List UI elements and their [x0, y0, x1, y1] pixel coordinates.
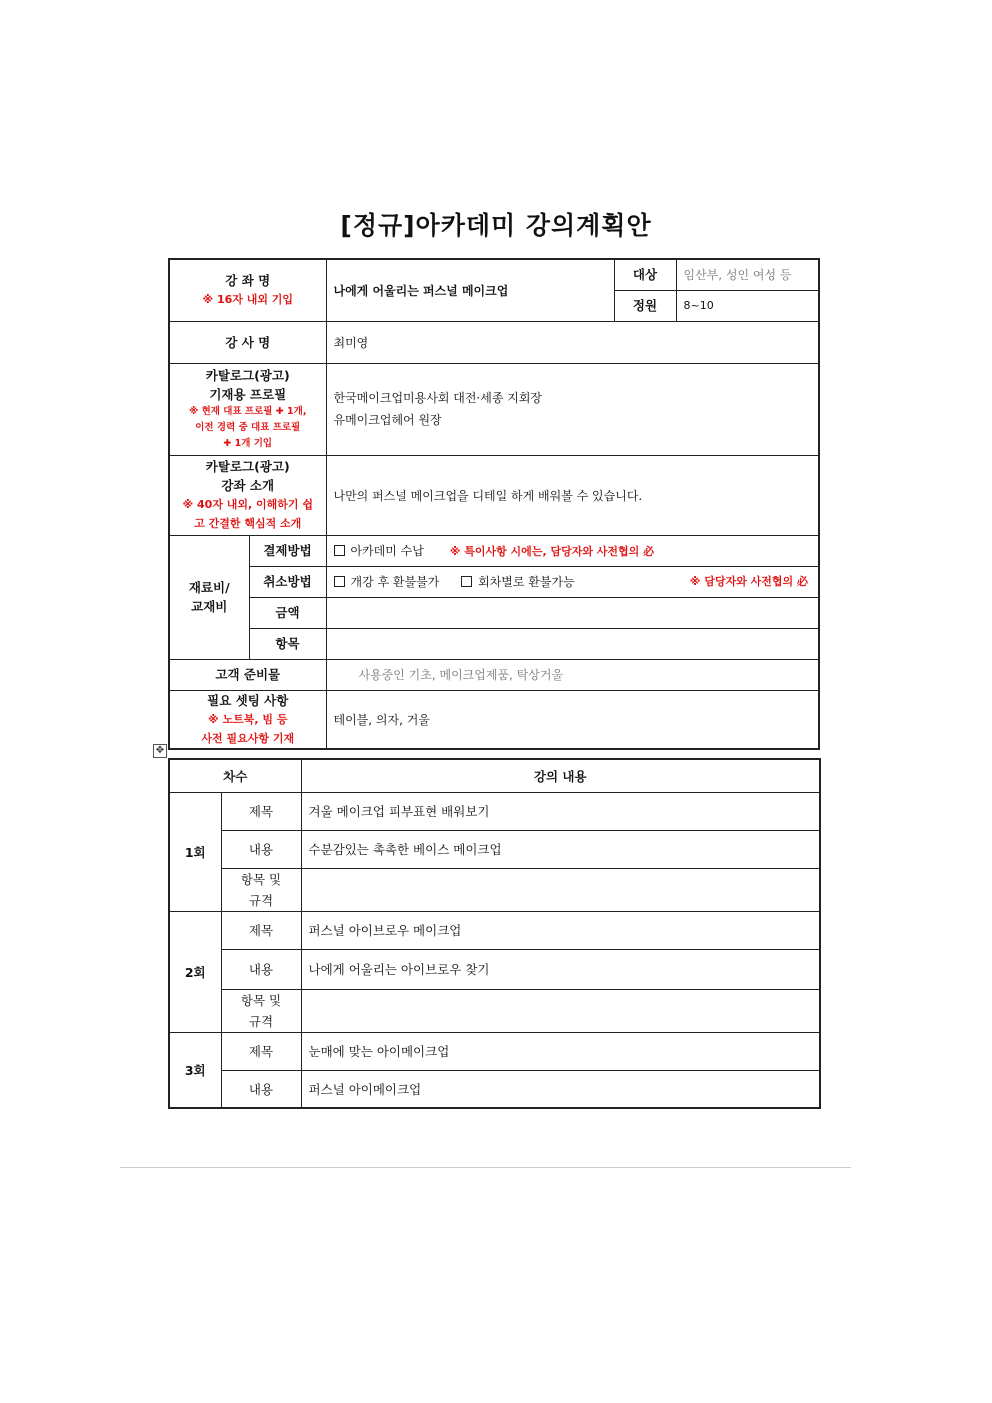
intro-label-line1: 카탈로그(광고) [205, 459, 290, 474]
payment-label: 결제방법 [249, 535, 326, 566]
session-header: 차수 [169, 759, 301, 792]
session-3-title-label: 제목 [221, 1032, 301, 1070]
session-3-content-label: 내용 [221, 1070, 301, 1108]
target-label: 대상 [614, 259, 676, 290]
course-name-value[interactable]: 나에게 어울리는 퍼스널 메이크업 [326, 259, 614, 321]
cancel-option-2: 회차별로 환불가능 [478, 575, 575, 589]
intro-note-line2: 고 간결한 핵심적 소개 [194, 517, 302, 530]
intro-note-line1: ※ 40자 내외, 이해하기 쉽 [182, 498, 313, 511]
fee-item-value[interactable] [326, 628, 819, 659]
session-2-title[interactable]: 퍼스널 아이브로우 메이크업 [301, 911, 820, 949]
session-1-content-label: 내용 [221, 830, 301, 868]
setting-value[interactable]: 테이블, 의자, 거울 [326, 690, 819, 749]
session-3-content[interactable]: 퍼스널 아이메이크업 [301, 1070, 820, 1108]
fee-item-label: 항목 [249, 628, 326, 659]
cancel-option-1: 개강 후 환불불가 [350, 575, 440, 589]
session-1-items-label-line1: 항목 및 [240, 871, 282, 887]
course-name-label-cell [169, 259, 326, 321]
intro-value[interactable]: 나만의 퍼스널 메이크업을 디테일 하게 배워볼 수 있습니다. [326, 455, 819, 535]
profile-label-cell [169, 363, 326, 455]
amount-value[interactable] [326, 597, 819, 628]
profile-note-line3: ✚ 1개 기입 [223, 438, 273, 449]
capacity-label: 정원 [614, 290, 676, 321]
cancel-value [326, 566, 819, 597]
schedule-table [168, 758, 821, 1109]
cancel-checkbox-2[interactable] [461, 576, 472, 587]
fee-group-label [169, 535, 249, 659]
session-1-items-label [221, 868, 301, 911]
fee-group-label-line2: 교재비 [191, 599, 228, 614]
profile-label-line2: 기재용 프로필 [209, 387, 287, 402]
fee-group-label-line1: 재료비/ [188, 580, 230, 595]
content-header: 강의 내용 [301, 759, 820, 792]
session-2-items-label [221, 989, 301, 1032]
setting-label: 필요 셋팅 사항 [207, 692, 289, 708]
course-info-table [168, 258, 820, 750]
intro-label-cell [169, 455, 326, 535]
capacity-value[interactable]: 8~10 [676, 290, 819, 321]
payment-value [326, 535, 819, 566]
session-1-title-label: 제목 [221, 792, 301, 830]
session-2-content-label: 내용 [221, 949, 301, 989]
payment-option: 아카데미 수납 [350, 544, 424, 558]
session-2-items-label-line2: 규격 [248, 1013, 274, 1029]
profile-line2: 유메이크업헤어 원장 [333, 413, 442, 427]
target-value[interactable]: 임산부, 성인 여성 등 [676, 259, 819, 290]
setting-note-line1: ※ 노트북, 빔 등 [208, 712, 288, 726]
session-1-items-label-line2: 규격 [248, 892, 274, 908]
amount-label: 금액 [249, 597, 326, 628]
page-divider [120, 1167, 851, 1168]
setting-note-line2: 사전 필요사항 기재 [201, 731, 295, 745]
cancel-note: ※ 담당자와 사전협의 必 [689, 575, 808, 588]
intro-label-line2: 강좌 소개 [221, 478, 275, 493]
course-name-note: ※ 16자 내외 기입 [202, 293, 294, 307]
setting-label-cell [169, 690, 326, 749]
session-3-name: 3회 [169, 1032, 221, 1108]
course-name-label: 강 좌 명 [225, 273, 271, 289]
session-2-items-label-line1: 항목 및 [240, 992, 282, 1008]
session-2-name: 2회 [169, 911, 221, 1032]
session-2-content[interactable]: 나에게 어울리는 아이브로우 찾기 [301, 949, 820, 989]
session-1-content[interactable]: 수분감있는 촉촉한 베이스 메이크업 [301, 830, 820, 868]
document-title: [정규]아카데미 강의계획안 [340, 211, 652, 240]
instructor-label: 강 사 명 [169, 321, 326, 363]
session-3-title[interactable]: 눈매에 맞는 아이메이크업 [301, 1032, 820, 1070]
cancel-checkbox-1[interactable] [334, 576, 345, 587]
instructor-value[interactable]: 최미영 [326, 321, 819, 363]
session-1-items[interactable] [301, 868, 820, 911]
profile-line1: 한국메이크업미용사회 대전·세종 지회장 [333, 391, 543, 405]
supplies-value[interactable]: 사용중인 기초, 메이크업제품, 탁상거울 [326, 659, 819, 690]
cancel-label: 취소방법 [249, 566, 326, 597]
move-handle-icon[interactable]: ✥ [153, 744, 167, 758]
session-1-name: 1회 [169, 792, 221, 911]
profile-label-line1: 카탈로그(광고) [205, 368, 290, 383]
payment-note: ※ 특이사항 시에는, 담당자와 사전협의 必 [449, 545, 655, 558]
session-2-items[interactable] [301, 989, 820, 1032]
profile-value[interactable] [326, 363, 819, 455]
supplies-label: 고객 준비물 [169, 659, 326, 690]
profile-note-line1: ※ 현재 대표 프로필 ✚ 1개, [189, 406, 307, 417]
profile-note-line2: 이전 경력 중 대표 프로필 [195, 422, 301, 433]
session-2-title-label: 제목 [221, 911, 301, 949]
payment-checkbox[interactable] [334, 545, 345, 556]
session-1-title[interactable]: 겨울 메이크업 피부표현 배워보기 [301, 792, 820, 830]
